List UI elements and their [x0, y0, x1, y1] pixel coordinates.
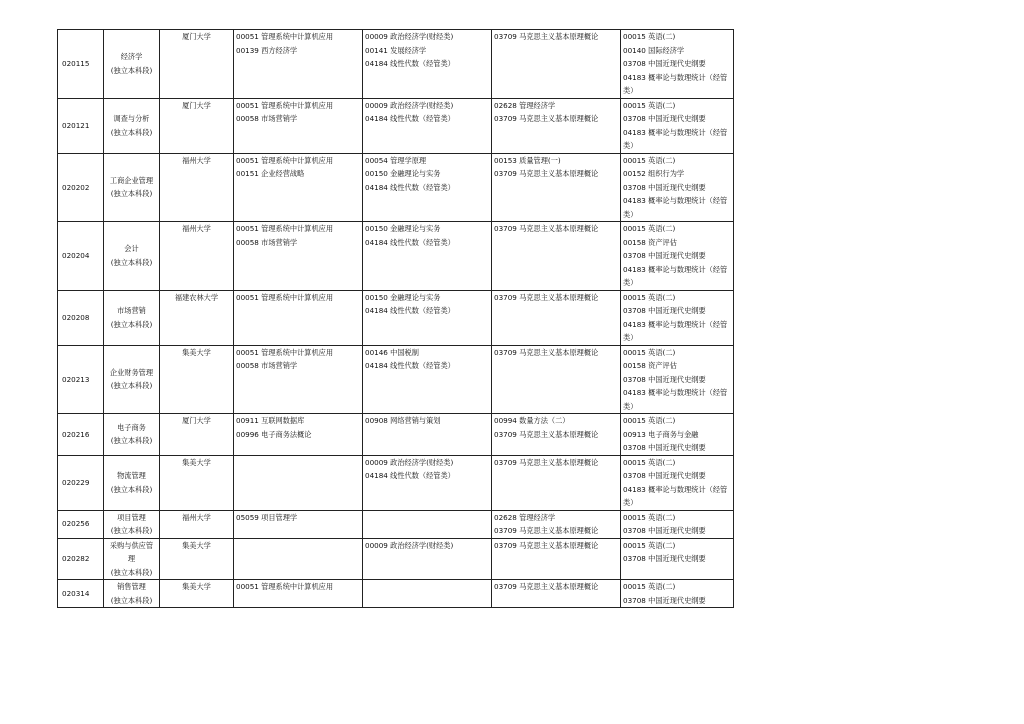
major-code: 020314 — [62, 588, 90, 598]
course-item: 03708 中国近现代史纲要 — [623, 114, 706, 123]
course-item: 04183 概率论与数理统计（经管类） — [623, 484, 728, 507]
course-cell-3 — [492, 222, 621, 291]
course-item: 03709 马克思主义基本原理概论 — [494, 292, 599, 302]
school-cell — [160, 538, 234, 580]
major-code-cell — [58, 345, 104, 414]
course-cell-3 — [492, 30, 621, 99]
course-item: 00158 资产评估 — [623, 361, 677, 370]
course-cell-1 — [234, 455, 363, 510]
major-code-cell — [58, 98, 104, 153]
course-cell-4 — [621, 222, 734, 291]
course-cell-3 — [492, 510, 621, 538]
course-item: 03708 中国近现代史纲要 — [623, 306, 706, 315]
course-item: 00911 互联网数据库 — [236, 416, 305, 425]
course-cell-2 — [363, 222, 492, 291]
course-item: 04183 概率论与数理统计（经管类） — [623, 196, 728, 219]
course-item: 00051 管理系统中计算机应用 — [236, 100, 334, 110]
course-cell-4 — [621, 290, 734, 345]
table-row — [58, 98, 734, 153]
school-name: 集美大学 — [182, 457, 211, 467]
course-item: 00158 资产评估 — [623, 237, 677, 247]
course-item: 00153 质量管理(一) — [494, 155, 561, 165]
course-cell-1 — [234, 153, 363, 222]
course-item: 03709 马克思主义基本原理概论 — [494, 114, 599, 123]
course-item: 05059 项目管理学 — [236, 512, 298, 522]
table-row — [58, 580, 734, 608]
course-cell-4 — [621, 98, 734, 153]
course-item: 00015 英语(二) — [623, 540, 676, 550]
course-item: 04183 概率论与数理统计（经管类） — [623, 127, 728, 150]
course-cell-4 — [621, 580, 734, 608]
major-name-cell — [104, 222, 160, 291]
major-name-line: (独立本科段) — [110, 189, 153, 199]
course-item: 04183 概率论与数理统计（经管类） — [623, 264, 728, 287]
course-item: 00015 英语(二) — [623, 512, 676, 522]
major-code: 020204 — [62, 251, 90, 260]
course-item: 00051 管理系统中计算机应用 — [236, 347, 334, 357]
course-item: 00051 管理系统中计算机应用 — [236, 32, 334, 41]
school-cell — [160, 414, 234, 456]
course-item: 03708 中国近现代史纲要 — [623, 182, 706, 192]
major-name-cell — [104, 290, 160, 345]
course-cell-2 — [363, 580, 492, 608]
school-name: 厦门大学 — [182, 416, 211, 425]
school-cell — [160, 580, 234, 608]
course-item: 04184 线性代数（经管类） — [365, 361, 455, 370]
school-cell — [160, 455, 234, 510]
major-name-cell — [104, 510, 160, 538]
table-row — [58, 538, 734, 580]
course-item: 04184 线性代数（经管类） — [365, 59, 455, 68]
school-cell — [160, 153, 234, 222]
major-code: 020282 — [62, 554, 90, 563]
course-cell-1 — [234, 414, 363, 456]
course-item: 00152 组织行为学 — [623, 169, 685, 178]
course-cell-4 — [621, 510, 734, 538]
course-cell-1 — [234, 538, 363, 580]
course-item: 03708 中国近现代史纲要 — [623, 251, 706, 260]
course-cell-1 — [234, 580, 363, 608]
course-item: 00913 电子商务与金融 — [623, 429, 699, 439]
school-cell — [160, 98, 234, 153]
course-item: 00015 英语(二) — [623, 224, 676, 233]
course-item: 00146 中国税制 — [365, 347, 419, 357]
course-item: 03708 中国近现代史纲要 — [623, 526, 706, 535]
course-item: 00150 金融理论与实务 — [365, 169, 441, 178]
major-code: 020208 — [62, 312, 90, 322]
course-item: 00058 市场营销学 — [236, 361, 298, 370]
course-cell-1 — [234, 345, 363, 414]
exam-schedule-table — [57, 29, 734, 608]
course-cell-2 — [363, 153, 492, 222]
course-item: 00996 电子商务法概论 — [236, 429, 312, 439]
course-item: 04183 概率论与数理统计（经管类） — [623, 388, 728, 411]
course-item: 00150 金融理论与实务 — [365, 292, 441, 302]
major-name-line: 经济学 — [120, 52, 143, 62]
major-name-line: 会计 — [124, 244, 139, 254]
course-item: 00054 管理学原理 — [365, 155, 427, 165]
course-item: 00058 市场营销学 — [236, 237, 298, 247]
course-cell-2 — [363, 414, 492, 456]
course-item: 03709 马克思主义基本原理概论 — [494, 32, 599, 41]
major-name-line: 调查与分析 — [113, 114, 150, 123]
course-item: 02628 管理经济学 — [494, 512, 556, 522]
major-code-cell — [58, 30, 104, 99]
major-name-cell — [104, 538, 160, 580]
major-name-line: (独立本科段) — [110, 381, 153, 391]
course-cell-2 — [363, 345, 492, 414]
course-item: 04184 线性代数（经管类） — [365, 114, 455, 123]
school-cell — [160, 345, 234, 414]
major-name-line: 采购与供应管 — [109, 540, 154, 550]
course-item: 03708 中国近现代史纲要 — [623, 443, 706, 452]
course-item: 00051 管理系统中计算机应用 — [236, 292, 334, 302]
course-item: 00015 英语(二) — [623, 100, 676, 110]
course-item: 00140 国际经济学 — [623, 45, 685, 55]
course-item: 00150 金融理论与实务 — [365, 224, 441, 233]
course-cell-2 — [363, 455, 492, 510]
course-item: 00015 英语(二) — [623, 292, 676, 302]
major-name-line: 工商企业管理 — [109, 175, 154, 185]
major-name-line: (独立本科段) — [110, 484, 153, 494]
school-name: 集美大学 — [182, 540, 211, 550]
school-name: 厦门大学 — [182, 32, 211, 41]
major-name-cell — [104, 580, 160, 608]
major-code-cell — [58, 538, 104, 580]
major-name-line: 销售管理 — [117, 582, 146, 591]
course-cell-4 — [621, 414, 734, 456]
course-item: 04184 线性代数（经管类） — [365, 237, 455, 247]
major-name-cell — [104, 345, 160, 414]
major-code-cell — [58, 580, 104, 608]
table-row — [58, 153, 734, 222]
course-cell-1 — [234, 222, 363, 291]
major-code: 020115 — [62, 59, 90, 68]
course-item: 00009 政治经济学(财经类) — [365, 32, 454, 41]
course-item: 03709 马克思主义基本原理概论 — [494, 347, 599, 357]
course-item: 00051 管理系统中计算机应用 — [236, 224, 334, 233]
course-item: 03709 马克思主义基本原理概论 — [494, 224, 599, 233]
course-item: 04183 概率论与数理统计（经管类） — [623, 319, 728, 342]
table-row — [58, 414, 734, 456]
major-name-line: (独立本科段) — [110, 526, 153, 535]
course-item: 02628 管理经济学 — [494, 100, 556, 110]
course-item: 00051 管理系统中计算机应用 — [236, 582, 334, 591]
major-code: 020216 — [62, 429, 90, 439]
course-item: 00141 发展经济学 — [365, 45, 427, 55]
table-row — [58, 30, 734, 99]
major-name-line: (独立本科段) — [110, 65, 153, 75]
course-item: 03709 马克思主义基本原理概论 — [494, 526, 599, 535]
course-cell-2 — [363, 538, 492, 580]
course-item: 03708 中国近现代史纲要 — [623, 374, 706, 384]
major-code-cell — [58, 510, 104, 538]
major-name-cell — [104, 153, 160, 222]
course-item: 00151 企业经营战略 — [236, 169, 305, 178]
course-item: 03708 中国近现代史纲要 — [623, 554, 706, 563]
major-code: 020256 — [62, 519, 90, 529]
school-name: 福州大学 — [182, 224, 211, 233]
course-cell-3 — [492, 153, 621, 222]
course-item: 00908 网络营销与策划 — [365, 416, 441, 425]
major-name-line: (独立本科段) — [110, 319, 153, 329]
course-item: 00994 数量方法（二） — [494, 416, 570, 425]
school-name: 福州大学 — [182, 512, 211, 522]
major-name-line: (独立本科段) — [110, 567, 153, 577]
school-name: 福州大学 — [182, 155, 211, 165]
major-code: 020229 — [62, 477, 90, 487]
major-code-cell — [58, 222, 104, 291]
course-cell-4 — [621, 153, 734, 222]
major-name-line: (独立本科段) — [110, 127, 153, 137]
course-item: 00009 政治经济学(财经类) — [365, 457, 454, 467]
course-cell-1 — [234, 510, 363, 538]
course-item: 00009 政治经济学(财经类) — [365, 540, 454, 550]
major-name-line: 物流管理 — [117, 471, 146, 480]
table-row — [58, 510, 734, 538]
course-cell-4 — [621, 30, 734, 99]
course-cell-3 — [492, 580, 621, 608]
school-name: 福建农林大学 — [174, 292, 219, 302]
major-code: 020213 — [62, 374, 90, 384]
course-item: 03709 马克思主义基本原理概论 — [494, 582, 599, 591]
course-item: 04184 线性代数（经管类） — [365, 182, 455, 192]
major-name-line: 企业财务管理 — [109, 367, 154, 377]
course-item: 00015 英语(二) — [623, 32, 676, 41]
major-name-line: 项目管理 — [117, 512, 146, 522]
major-code-cell — [58, 153, 104, 222]
school-name: 集美大学 — [182, 582, 211, 591]
course-item: 00015 英语(二) — [623, 155, 676, 165]
table-row — [58, 290, 734, 345]
course-item: 00139 西方经济学 — [236, 45, 298, 55]
course-item: 03708 中国近现代史纲要 — [623, 59, 706, 68]
school-cell — [160, 290, 234, 345]
major-code-cell — [58, 455, 104, 510]
major-name-line: 理 — [127, 554, 136, 563]
school-cell — [160, 510, 234, 538]
table-row — [58, 455, 734, 510]
course-item: 00015 英语(二) — [623, 347, 676, 357]
course-cell-2 — [363, 290, 492, 345]
course-item: 03709 马克思主义基本原理概论 — [494, 429, 599, 439]
major-name-cell — [104, 30, 160, 99]
school-cell — [160, 222, 234, 291]
major-name-cell — [104, 414, 160, 456]
course-item: 04183 概率论与数理统计（经管类） — [623, 72, 728, 95]
course-item: 00051 管理系统中计算机应用 — [236, 155, 334, 165]
course-cell-3 — [492, 290, 621, 345]
major-code: 020202 — [62, 182, 90, 192]
course-cell-4 — [621, 455, 734, 510]
course-cell-3 — [492, 538, 621, 580]
course-cell-3 — [492, 414, 621, 456]
course-cell-2 — [363, 510, 492, 538]
table-row — [58, 222, 734, 291]
course-item: 00015 英语(二) — [623, 416, 676, 425]
course-cell-1 — [234, 30, 363, 99]
school-name: 集美大学 — [182, 347, 211, 357]
course-item: 04184 线性代数（经管类） — [365, 306, 455, 315]
major-name-line: 市场营销 — [117, 306, 146, 315]
major-name-line: (独立本科段) — [110, 595, 153, 605]
school-name: 厦门大学 — [182, 100, 211, 110]
major-code: 020121 — [62, 120, 90, 130]
course-cell-4 — [621, 538, 734, 580]
major-name-line: (独立本科段) — [110, 257, 153, 267]
major-name-line: (独立本科段) — [110, 436, 153, 446]
major-name-cell — [104, 455, 160, 510]
course-item: 04184 线性代数（经管类） — [365, 471, 455, 480]
course-item: 00009 政治经济学(财经类) — [365, 100, 454, 110]
major-code-cell — [58, 414, 104, 456]
course-item: 03708 中国近现代史纲要 — [623, 471, 706, 480]
table-row — [58, 345, 734, 414]
course-item: 03709 马克思主义基本原理概论 — [494, 540, 599, 550]
course-cell-2 — [363, 30, 492, 99]
course-item: 03708 中国近现代史纲要 — [623, 595, 706, 605]
course-item: 00015 英语(二) — [623, 457, 676, 467]
major-name-line: 电子商务 — [117, 422, 146, 432]
course-item: 03709 马克思主义基本原理概论 — [494, 457, 599, 467]
course-cell-3 — [492, 455, 621, 510]
course-cell-2 — [363, 98, 492, 153]
course-cell-3 — [492, 98, 621, 153]
table-body — [58, 30, 734, 608]
course-item: 00058 市场营销学 — [236, 114, 298, 123]
course-cell-1 — [234, 98, 363, 153]
course-item: 00015 英语(二) — [623, 582, 676, 591]
major-name-cell — [104, 98, 160, 153]
course-cell-4 — [621, 345, 734, 414]
school-cell — [160, 30, 234, 99]
course-cell-3 — [492, 345, 621, 414]
major-code-cell — [58, 290, 104, 345]
course-cell-1 — [234, 290, 363, 345]
course-item: 03709 马克思主义基本原理概论 — [494, 169, 599, 178]
